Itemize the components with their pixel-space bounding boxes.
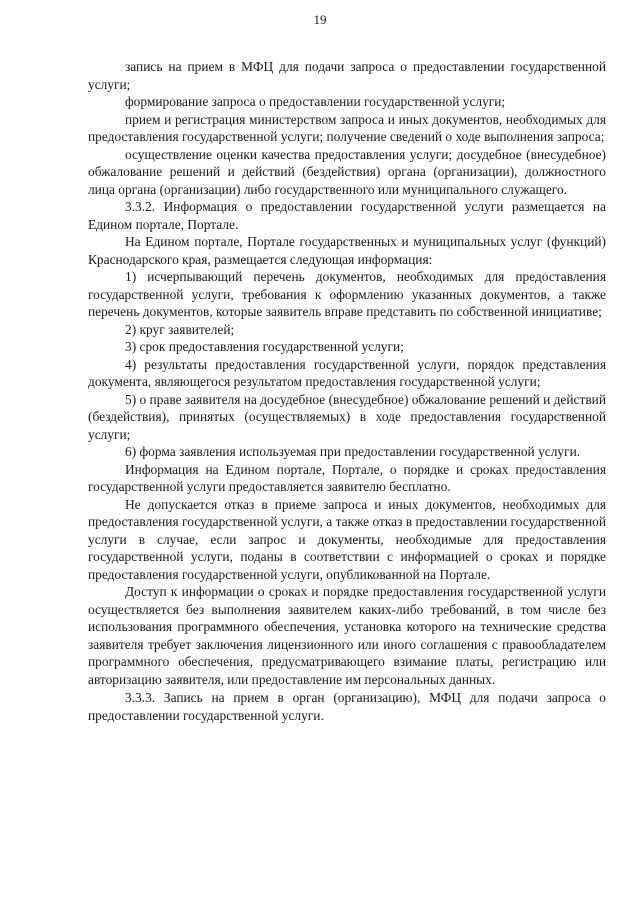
list-item: 2) круг заявителей; [125,321,235,337]
list-item: 6) форма заявления используемая при предоставлении государственной услуги. [125,444,581,459]
paragraph: 3.3.3. Запись на прием в орган (организацию), МФЦ для подачи запроса о предоставлении государственной услуги. [88,690,606,723]
paragraph: прием и регистрация министерством запроса и иных документов, необходимых для предоставления государственной услуги; получение сведений о ходе выполнения запроса; [88,111,606,144]
paragraph: запись на прием в МФЦ для подачи запроса о предоставлении государственной услуги; [88,59,606,92]
list-item: 4) результаты предоставления государственной услуги, порядок представления документа, являющегося результатом предоставления государственной услуги; [88,356,606,389]
paragraph: формирование запроса о предоставлении государственной услуги; [125,94,506,109]
paragraph: Не допускается отказ в приеме запроса и иных документов, необходимых для предоставления государственной услуги, а также отказ в предоставлении государственной услуги в случае, если запрос и документы, необходимые для предоставления государственной услуги, поданы в соответствии с информацией о сроках и порядке предоставления государственной услуги, опубликованной на Портале. [88,496,606,582]
paragraph: 3.3.2. Информация о предоставлении государственной услуги размещается на Едином портале, Портале. [88,199,606,232]
paragraph: Информация на Едином портале, Портале, о порядке и сроках предоставления государственной услуги предоставляется заявителю бесплатно. [88,461,606,494]
list-item: 5) о праве заявителя на досудебное (внесудебное) обжалование решений и действий (бездействия), принятых (осуществляемых) в ходе предоставления государственной услуги; [88,391,606,442]
paragraph: осуществление оценки качества предоставления услуги; досудебное (внесудебное) обжалование решений и действий (бездействия) органа (организации), должностного лица органа (организации) либо государственного или муниципального служащего. [88,146,606,197]
document-body [88,58,606,724]
list-item: 1) исчерпывающий перечень документов, необходимых для предоставления государственной услуги, требования к оформлению указанных документов, а также перечень документов, которые заявитель вправе представить по собственной инициативе; [88,269,606,319]
page-number: 19 [313,12,327,27]
paragraph: На Едином портале, Портале государственных и муниципальных услуг (функций) Краснодарского края, размещается следующая информация: [88,234,606,267]
paragraph: Доступ к информации о сроках и порядке предоставления государственной услуги осуществляется без выполнения заявителем каких-либо требований, в том числе без использования программного обеспечения, установка которого на технические средства заявителя требует заключения лицензионного или иного соглашения с правообладателем программного обеспечения, предусматривающего взимание платы, регистрацию или авторизацию заявителя, или предоставление им персональных данных. [88,584,606,687]
list-item: 3) срок предоставления государственной услуги; [125,339,404,354]
